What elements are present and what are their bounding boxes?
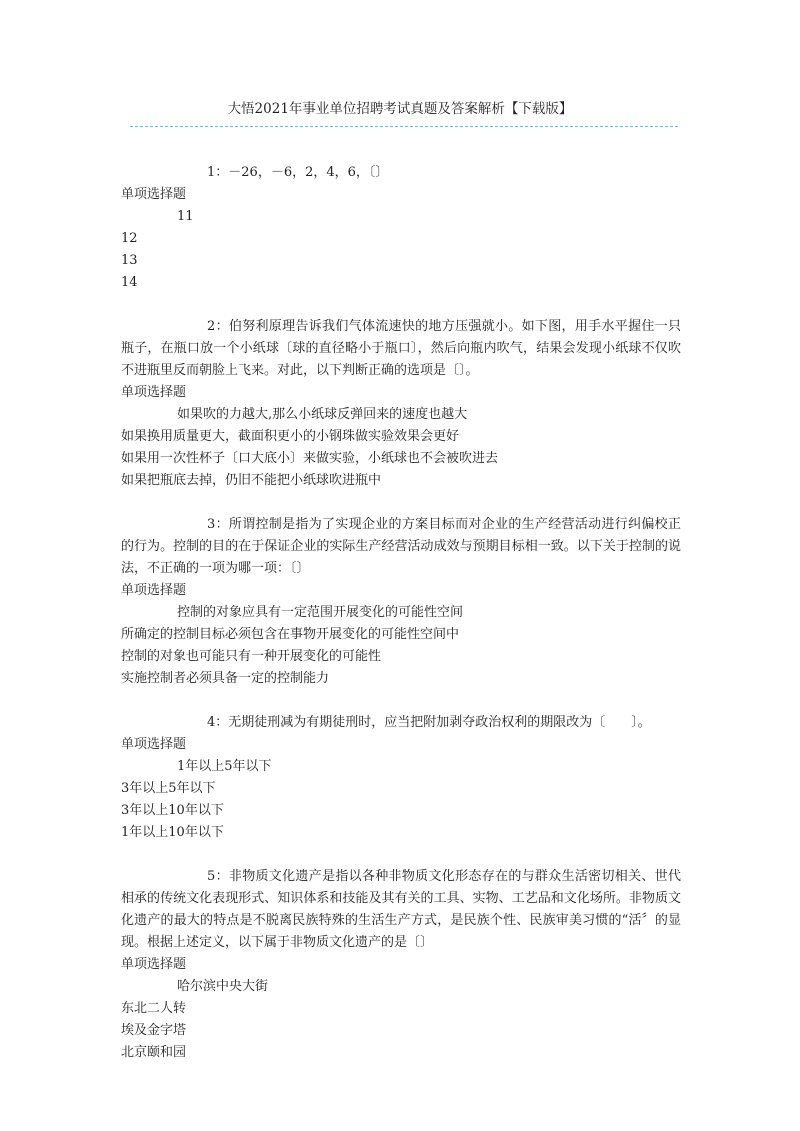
option-d: 北京颐和园 [121, 1045, 187, 1060]
option-c: 埃及金字塔 [121, 1023, 187, 1038]
question-stem: 4：无期徒刑减为有期徒刑时，应当把附加剥夺政治权利的期限改为〔 〕。 [207, 715, 651, 730]
question-3 [121, 514, 681, 690]
option-a: 1年以上5年以下 [177, 759, 272, 774]
option-a: 11 [177, 209, 194, 224]
question-type: 单项选择题 [121, 385, 187, 400]
option-a: 控制的对象应具有一定范围开展变化的可能性空间 [177, 605, 464, 620]
question-1 [121, 162, 681, 294]
option-b: 3年以上5年以下 [121, 781, 216, 796]
question-type: 单项选择题 [121, 957, 187, 972]
question-4 [121, 712, 681, 844]
question-type: 单项选择题 [121, 737, 187, 752]
option-b: 东北二人转 [121, 1001, 187, 1016]
option-c: 13 [121, 253, 138, 268]
option-b: 所确定的控制目标必须包含在事物开展变化的可能性空间中 [121, 627, 460, 642]
question-2 [121, 316, 681, 492]
option-b: 如果换用质量更大，截面积更小的小钢珠做实验效果会更好 [121, 429, 460, 444]
question-stem: 2：伯努利原理告诉我们气体流速快的地方压强就小。如下图，用手水平握住一只瓶子，在瓶口放一个小纸球〔球的直径略小于瓶口〕，然后向瓶内吹气，结果会发现小纸球不仅吹不进瓶里反而朝脸上飞来。对此，以下判断正确的选项是〔〕。 [121, 319, 681, 378]
question-stem: 1：－26，－6，2，4，6，〔〕 [207, 165, 389, 180]
question-5 [121, 866, 681, 1064]
option-c: 如果用一次性杯子〔口大底小〕来做实验，小纸球也不会被吹进去 [121, 451, 499, 466]
question-type: 单项选择题 [121, 583, 187, 598]
option-b: 12 [121, 231, 138, 246]
option-a: 如果吹的力越大,那么小纸球反弹回来的速度也越大 [177, 407, 468, 422]
option-c: 3年以上10年以下 [121, 803, 224, 818]
question-stem: 3：所谓控制是指为了实现企业的方案目标而对企业的生产经营活动进行纠偏校正的行为。控制的目的在于保证企业的实际生产经营活动成效与预期目标相一致。以下关于控制的说法，不正确的一项为哪一项：〔〕 [121, 517, 681, 576]
option-d: 14 [121, 275, 138, 290]
question-type: 单项选择题 [121, 187, 187, 202]
option-d: 如果把瓶底去掉，仍旧不能把小纸球吹进瓶中 [121, 473, 382, 488]
question-list [121, 162, 681, 1086]
option-d: 实施控制者必须具备一定的控制能力 [121, 671, 330, 686]
page-title: 大悟2021年事业单位招聘考试真题及答案解析【下载版】 [227, 101, 573, 117]
title-divider [130, 126, 678, 127]
option-a: 哈尔滨中央大街 [177, 979, 269, 994]
option-c: 控制的对象也可能只有一种开展变化的可能性 [121, 649, 382, 664]
question-stem: 5：非物质文化遗产是指以各种非物质文化形态存在的与群众生活密切相关、世代相承的传统文化表现形式、知识体系和技能及其有关的工具、实物、工艺品和文化场所。非物质文化遗产的最大的特点是不脱离民族特殊的生活生产方式，是民族个性、民族审美习惯的“活〞的显现。根据上述定义，以下属于非物质文化遗产的是〔〕 [121, 869, 681, 950]
option-d: 1年以上10年以下 [121, 825, 224, 840]
